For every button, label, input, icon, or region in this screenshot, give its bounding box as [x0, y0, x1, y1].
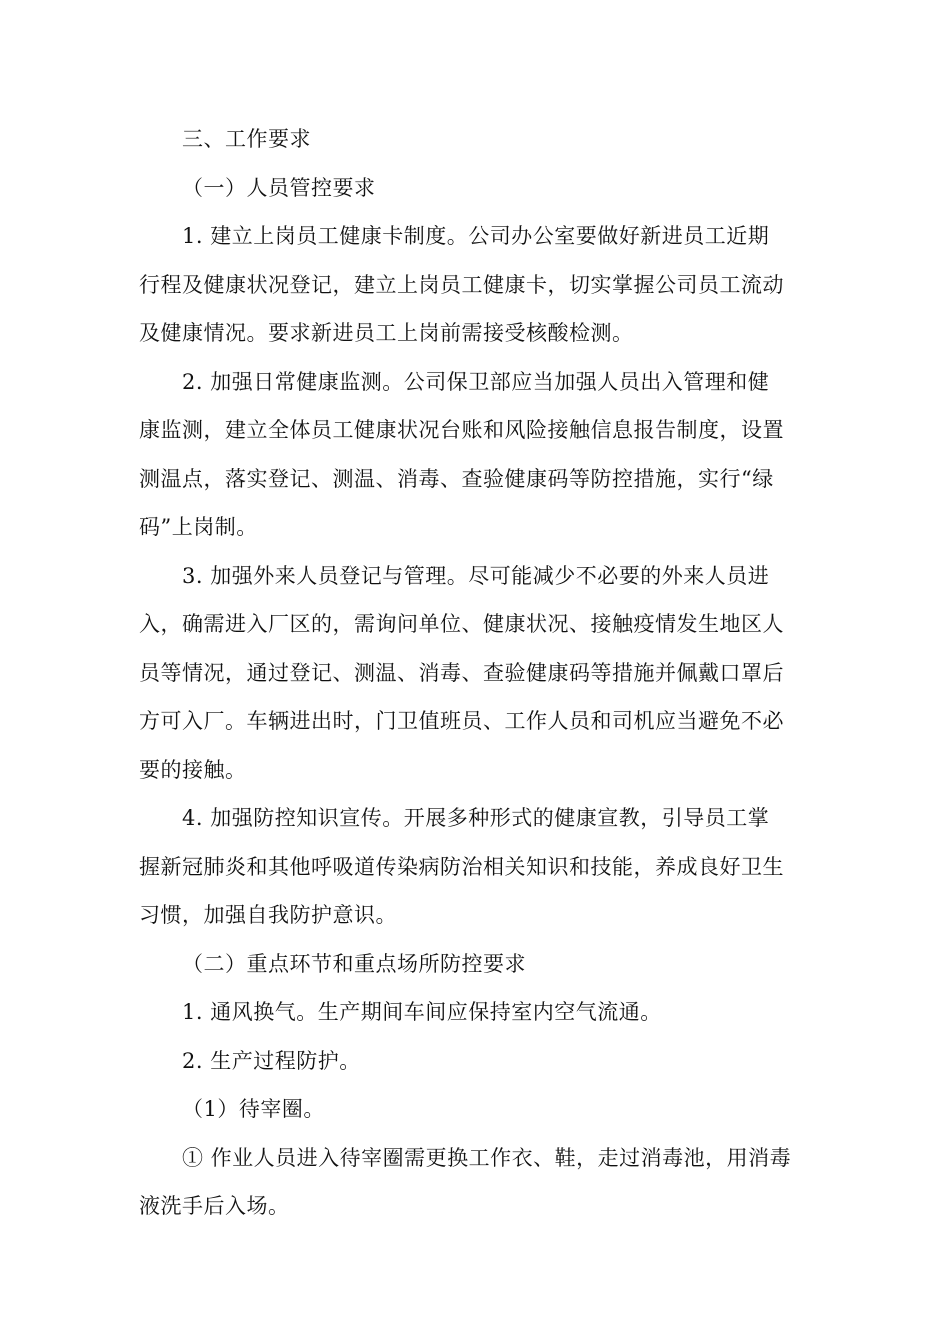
paragraph-line: 4. 加强防控知识宣传。开展多种形式的健康宣教，引导员工掌	[182, 806, 770, 830]
paragraph-line: 握新冠肺炎和其他呼吸道传染病防治相关知识和技能，养成良好卫生	[139, 854, 784, 879]
paragraph-line: 员等情况，通过登记、测温、消毒、查验健康码等措施并佩戴口罩后	[139, 660, 784, 685]
paragraph-line: 测温点，落实登记、测温、消毒、查验健康码等防控措施，实行“绿	[139, 466, 774, 491]
paragraph-line: 要的接触。	[139, 757, 247, 782]
paragraph-item-4-knowledge-promotion	[139, 794, 819, 940]
paragraph-line: 1. 建立上岗员工健康卡制度。公司办公室要做好新进员工近期	[182, 224, 770, 248]
paragraph-line: 液洗手后入场。	[139, 1194, 290, 1218]
paragraph-line: 3. 加强外来人员登记与管理。尽可能减少不必要的外来人员进	[182, 563, 770, 588]
subsection-heading-personnel-control: （一）人员管控要求	[182, 175, 376, 200]
paragraph-line: 方可入厂。车辆进出时，门卫值班员、工作人员和司机应当避免不必	[139, 709, 784, 733]
paragraph-item-3-visitor-management	[139, 552, 819, 795]
paragraph-line: 入，确需进入厂区的，需询问单位、健康状况、接触疫情发生地区人	[139, 612, 784, 636]
paragraph-line: 2. 加强日常健康监测。公司保卫部应当加强人员出入管理和健	[182, 369, 770, 394]
paragraph-line: 及健康情况。要求新进员工上岗前需接受核酸检测。	[139, 321, 634, 345]
paragraph-item-2-health-monitoring	[139, 358, 819, 552]
subsection-heading-key-sites: （二）重点环节和重点场所防控要求	[182, 951, 526, 976]
paragraph-line: 行程及健康状况登记，建立上岗员工健康卡，切实掌握公司员工流动	[139, 272, 784, 297]
paragraph-ventilation: 1. 通风换气。生产期间车间应保持室内空气流通。	[182, 1000, 662, 1024]
paragraph-line: 习惯，加强自我防护意识。	[139, 903, 397, 927]
paragraph-line: 码”上岗制。	[139, 515, 258, 539]
paragraph-item-1-health-card	[139, 212, 819, 358]
paragraph-holding-pen-point-1	[139, 1134, 819, 1231]
paragraph-line: 康监测，建立全体员工健康状况台账和风险接触信息报告制度，设置	[139, 418, 784, 442]
paragraph-line: ① 作业人员进入待宰圈需更换工作衣、鞋，走过消毒池，用消毒	[182, 1145, 792, 1170]
section-heading: 三、工作要求	[182, 127, 311, 151]
paragraph-holding-pen-heading: （1）待宰圈。	[182, 1097, 325, 1121]
document-body	[139, 115, 819, 1231]
paragraph-production-protection: 2. 生产过程防护。	[182, 1048, 361, 1073]
